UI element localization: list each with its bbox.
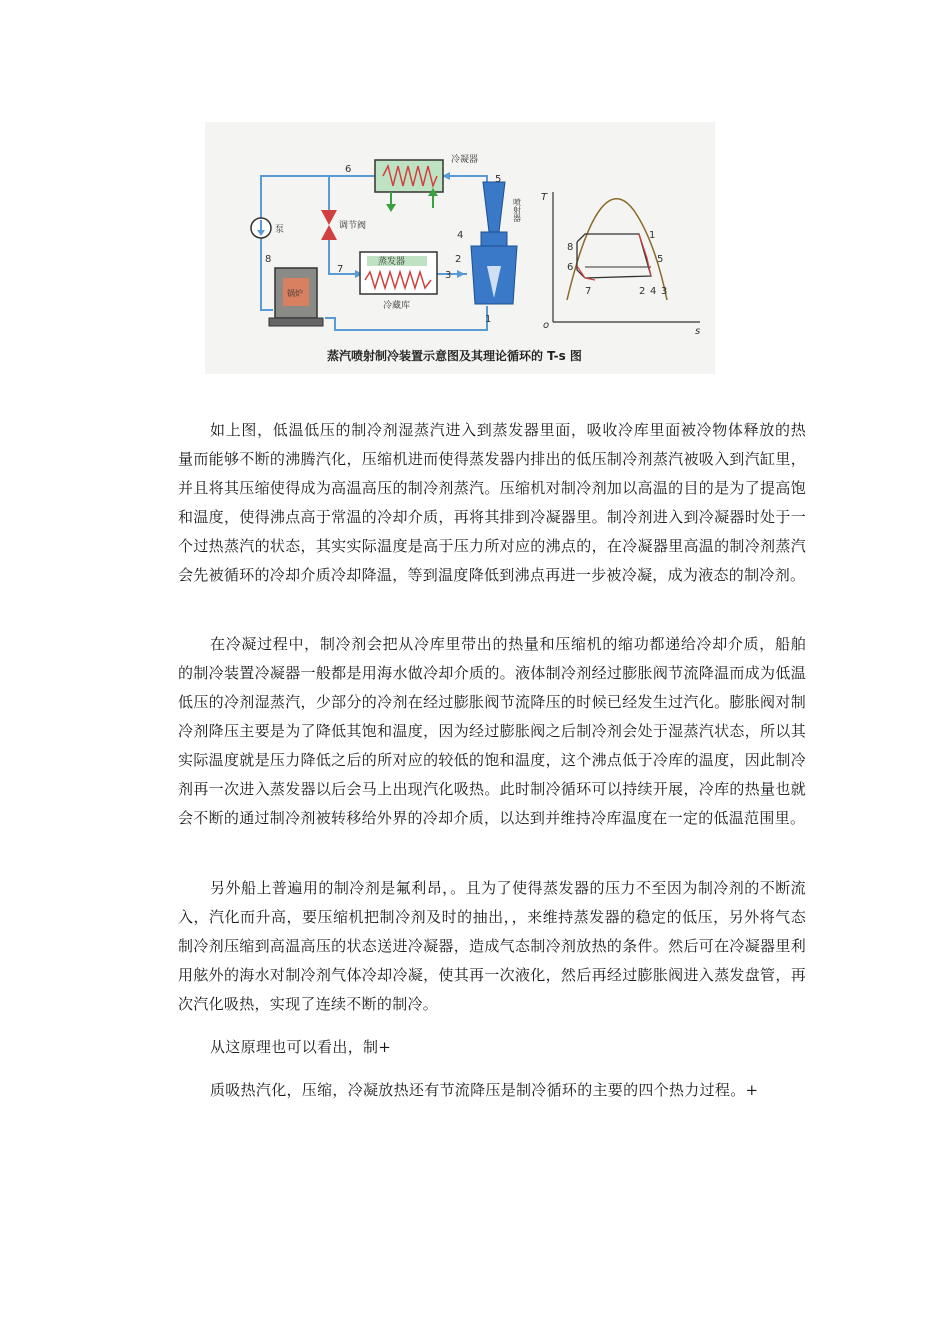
paragraph-5: 质吸热汽化，压缩，冷凝放热还有节流降压是制冷循环的主要的四个热力过程。+: [210, 1081, 759, 1099]
point-3: 3: [445, 270, 452, 281]
paragraph-2: 在冷凝过程中，制冷剂会把从冷库里带出的热量和压缩机的缩功都递给冷却介质，船舶的制冷装置冷凝器一般都是用海水做冷却介质的。液体制冷剂经过膨胀阀节流降温而成为低温低压的冷剂湿蒸汽，少部分的冷剂在经过膨胀阀节流降压的时候已经发生过汽化。膨胀阀对制冷剂降压主要是为了降低其饱和温度，因为经过膨胀阀之后制冷剂会处于湿蒸汽状态，所以其实际温度就是压力降低之后的所对应的较低的饱和温度，这个沸点低于冷库的温度，因此制冷剂再一次进入蒸发器以后会马上出现汽化吸热。此时制冷循环可以持续开展，冷库的热量也就会不断的通过制冷剂被转移给外界的冷却介质，以达到并维持冷库温度在一定的低温范围里。: [178, 635, 806, 827]
ts-point-8: 8: [567, 242, 574, 253]
ts-origin: o: [543, 320, 550, 331]
ts-point-7: 7: [585, 286, 592, 297]
evaporator-label: 蒸发器: [378, 257, 406, 267]
ts-diagram: [553, 192, 700, 322]
ejector: [471, 182, 517, 304]
point-8: 8: [265, 254, 272, 265]
throttle-valve: [321, 210, 337, 240]
paragraph-3: 另外船上普遍用的制冷剂是氟利昂，。且为了使得蒸发器的压力不至因为制冷剂的不断流入，汽化而升高，要压缩机把制冷剂及时的抽出，，来维持蒸发器的稳定的低压，另外将气态制冷剂压缩到高温高压的状态送进冷凝器，造成气态制冷剂放热的条件。然后可在冷凝器里利用舷外的海水对制冷剂气体冷却冷凝，使其再一次液化，然后再经过膨胀阀进入蒸发盘管，再次汽化吸热，实现了连续不断的制冷。: [178, 879, 806, 1013]
paragraph-4: 从这原理也可以看出，制+: [210, 1038, 392, 1056]
point-1: 1: [485, 314, 492, 325]
ts-point-6: 6: [567, 262, 574, 273]
ejector-label: 喷射器: [512, 198, 522, 222]
condenser-label: 冷凝器: [451, 155, 479, 165]
ts-point-2: 2: [639, 286, 646, 297]
ts-point-4: 4: [650, 286, 657, 297]
point-5: 5: [495, 174, 502, 185]
refrigeration-diagram-figure: [205, 122, 715, 374]
ts-labels: [541, 192, 700, 337]
pump: [251, 218, 271, 238]
point-2: 2: [455, 254, 462, 265]
cold-storage-label: 冷藏库: [383, 301, 411, 311]
diagram-svg: [205, 122, 715, 374]
boiler-label: 锅炉: [287, 289, 303, 298]
throttle-valve-label: 调节阀: [339, 221, 367, 231]
pump-label: 泵: [275, 225, 285, 235]
ts-point-3: 3: [661, 286, 668, 297]
point-6: 6: [345, 164, 352, 175]
ts-point-1: 1: [649, 230, 656, 241]
ts-axis-s: s: [695, 326, 701, 337]
figure-caption: 蒸汽喷射制冷装置示意图及其理论循环的 T-s 图: [327, 349, 582, 363]
paragraph-1: 如上图，低温低压的制冷剂湿蒸汽进入到蒸发器里面，吸收冷库里面被冷物体释放的热量而能够不断的沸腾汽化，压缩机进而使得蒸发器内排出的低压制冷剂蒸汽被吸入到汽缸里，并且将其压缩使得成为高温高压的制冷剂蒸汽。压缩机对制冷剂加以高温的目的是为了提高饱和温度，使得沸点高于常温的冷却介质，再将其排到冷凝器里。制冷剂进入到冷凝器时处于一个过热蒸汽的状态，其实实际温度是高于压力所对应的沸点的，在冷凝器里高温的制冷剂蒸汽会先被循环的冷却介质冷却降温，等到温度降低到沸点再进一步被冷凝，成为液态的制冷剂。: [178, 421, 806, 584]
point-4: 4: [457, 230, 464, 241]
condenser: [375, 160, 443, 212]
point-7: 7: [337, 264, 344, 275]
ts-point-5: 5: [657, 254, 664, 265]
ts-axis-T: T: [541, 192, 548, 203]
